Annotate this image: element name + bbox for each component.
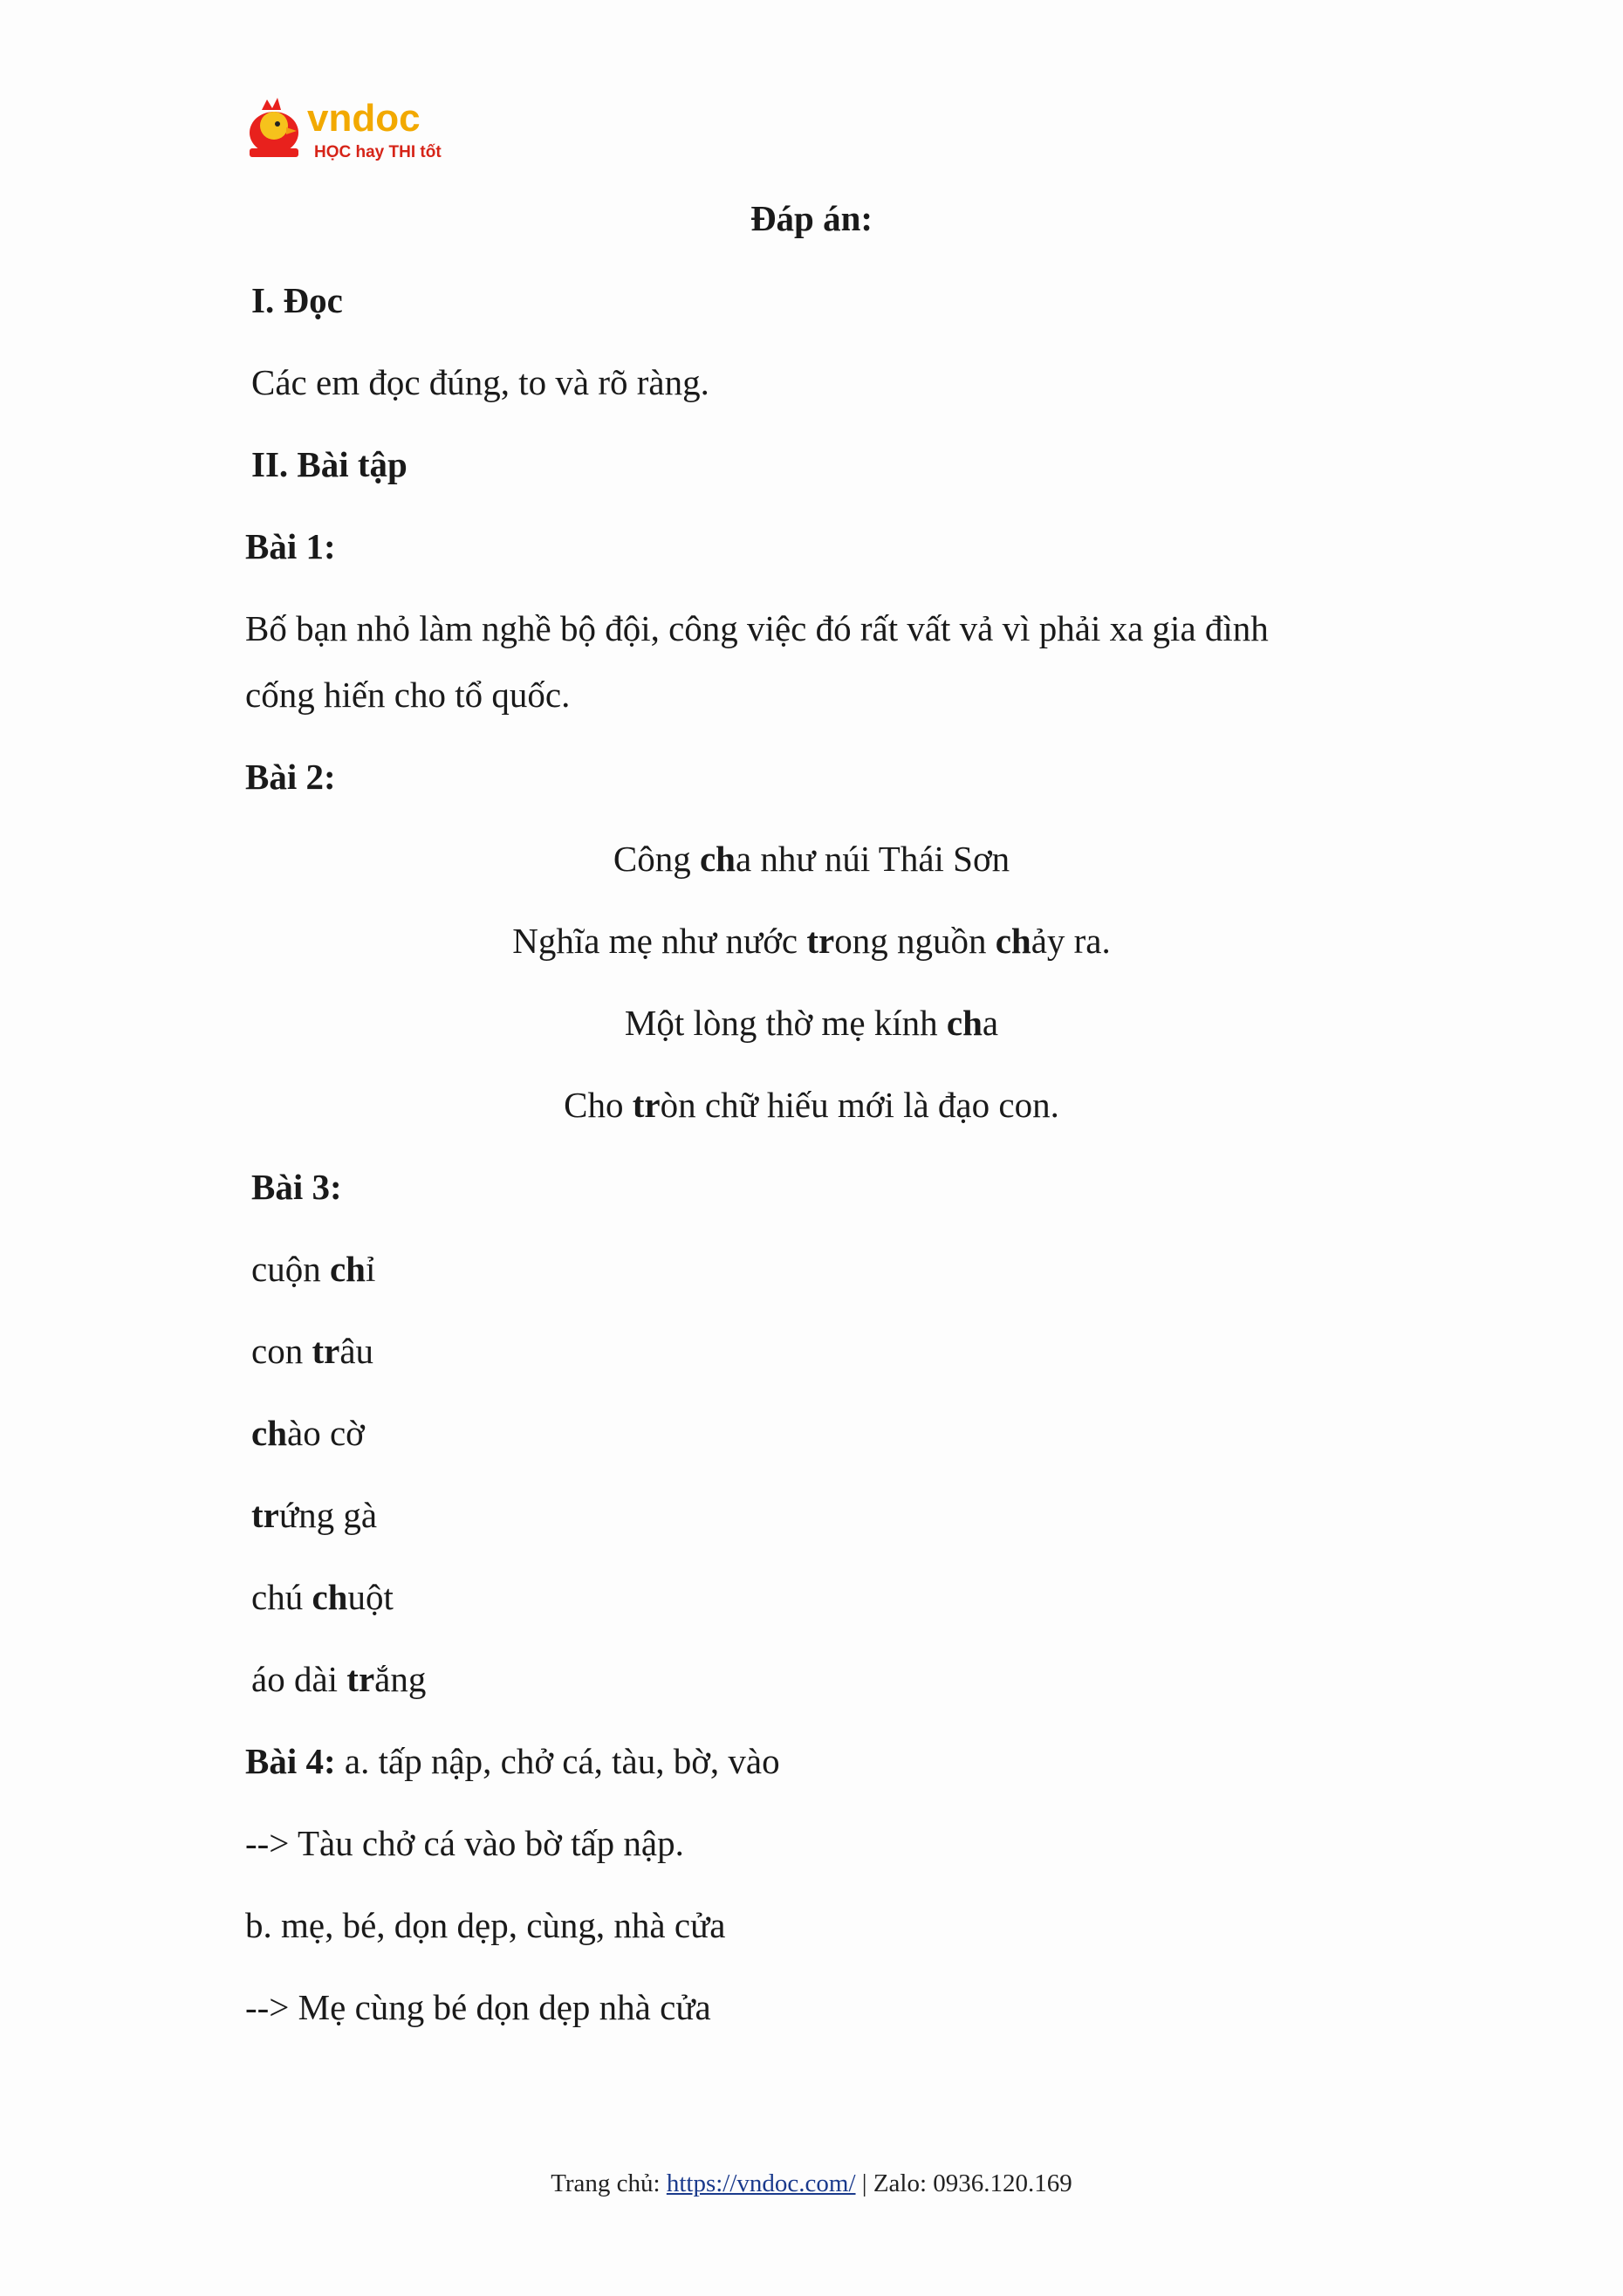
word-item (251, 1328, 373, 1374)
text-segment: ỉ (365, 1249, 376, 1289)
bai1-label: Bài 1: (245, 526, 336, 566)
word-item (251, 1246, 375, 1292)
text-segment: ào cờ (287, 1413, 365, 1453)
poem-line (0, 1082, 1623, 1127)
page-footer (0, 2166, 1623, 2201)
poem-line (0, 918, 1623, 963)
text-segment: a (982, 1003, 999, 1043)
bold-segment: ch (251, 1413, 287, 1453)
text-segment: Cho (564, 1085, 633, 1125)
bold-segment: tr (312, 1331, 340, 1371)
svg-text:HỌC hay THI tốt: HỌC hay THI tốt (314, 143, 442, 161)
bold-segment: ch (995, 921, 1031, 961)
text-segment: òn chữ hiếu mới là đạo con. (660, 1085, 1059, 1125)
bold-segment: tr (346, 1659, 375, 1699)
word-item (251, 1492, 377, 1538)
text-segment: uột (347, 1577, 394, 1617)
bai4-a-words: a. tấp nập, chở cá, tàu, bờ, vào (335, 1741, 780, 1781)
poem-line (0, 836, 1623, 881)
homepage-link[interactable]: https://vndoc.com/ (666, 2169, 856, 2197)
bold-segment: tr (632, 1085, 661, 1125)
text-segment: ắng (374, 1659, 427, 1699)
bold-segment: ch (946, 1003, 983, 1043)
bai4-a-answer: --> Tàu chở cá vào bờ tấp nập. (245, 1823, 684, 1863)
bai2-label: Bài 2: (245, 757, 336, 797)
text-segment: Một lòng thờ mẹ kính (624, 1003, 947, 1043)
footer-contact: | Zalo: 0936.120.169 (855, 2169, 1072, 2197)
section-heading-bai-tap: II. Bài tập (251, 444, 407, 484)
footer-prefix: Trang chủ: (551, 2169, 667, 2197)
svg-text:vndoc: vndoc (307, 97, 421, 140)
bold-segment: tr (251, 1495, 279, 1535)
word-item (251, 1574, 394, 1620)
text-segment: ảy ra. (1031, 921, 1111, 961)
bold-segment: ch (329, 1249, 366, 1289)
doc-instruction: Các em đọc đúng, to và rõ ràng. (251, 362, 709, 402)
text-segment: a như núi Thái Sơn (735, 839, 1010, 879)
text-segment: âu (339, 1331, 374, 1371)
bai4-b-words: b. mẹ, bé, dọn dẹp, cùng, nhà cửa (245, 1905, 726, 1945)
text-segment: con (251, 1331, 312, 1371)
text-segment: ứng gà (278, 1495, 378, 1535)
page-title: Đáp án: (750, 198, 873, 238)
bai4-b-answer: --> Mẹ cùng bé dọn dẹp nhà cửa (245, 1987, 711, 2027)
section-heading-doc: I. Đọc (251, 280, 343, 320)
bold-segment: tr (806, 921, 835, 961)
mascot-icon (250, 98, 298, 157)
bold-segment: ch (699, 839, 736, 879)
bai4-part-a (245, 1738, 780, 1784)
text-segment: Nghĩa mẹ như nước (512, 921, 807, 961)
text-segment: chú (251, 1577, 312, 1617)
bai4-label: Bài 4: (245, 1741, 336, 1781)
text-segment: Công (613, 839, 700, 879)
bai1-answer-line2: cống hiến cho tổ quốc. (245, 675, 571, 715)
word-item (251, 1410, 365, 1456)
text-segment: cuộn (251, 1249, 330, 1289)
word-item (251, 1656, 426, 1702)
text-segment: áo dài (251, 1659, 347, 1699)
bai3-label: Bài 3: (251, 1167, 342, 1207)
bold-segment: ch (312, 1577, 348, 1617)
vndoc-logo (243, 94, 452, 164)
text-segment: ong nguồn (834, 921, 996, 961)
bai1-answer-line1: Bố bạn nhỏ làm nghề bộ đội, công việc đó rất vất vả vì phải xa gia đình (245, 608, 1269, 648)
poem-line (0, 1000, 1623, 1045)
